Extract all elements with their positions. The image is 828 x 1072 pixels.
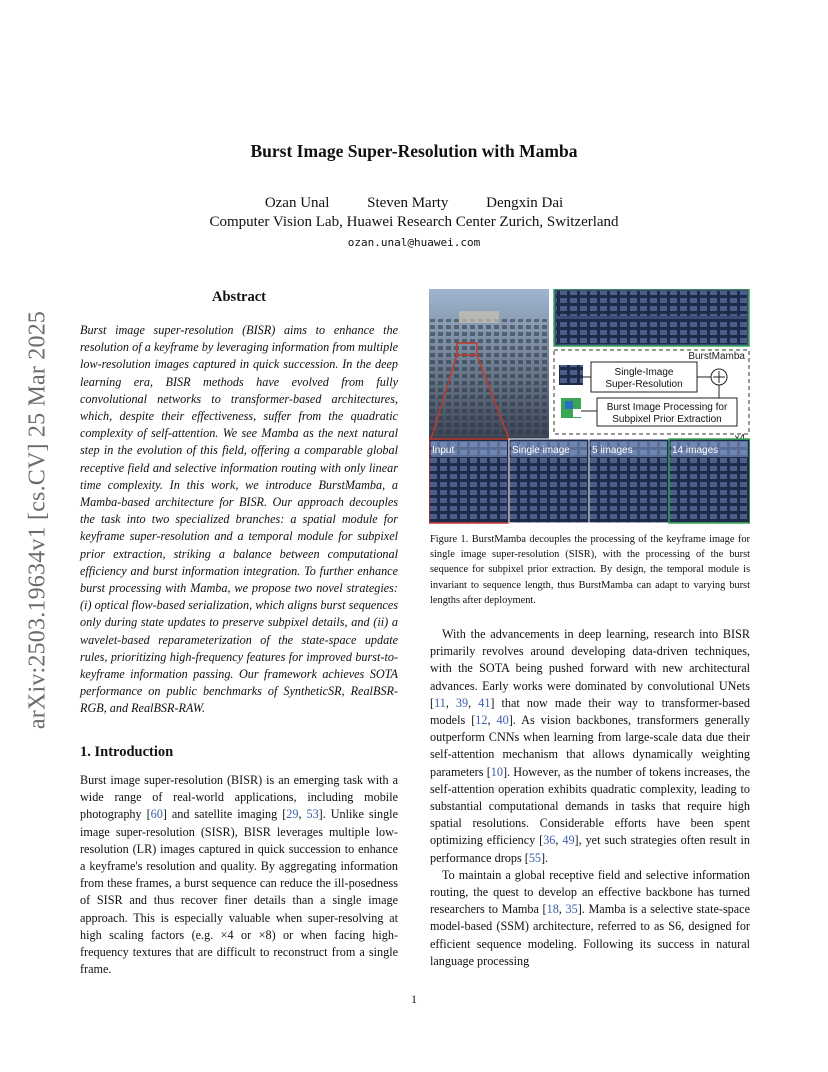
affiliation: Computer Vision Lab, Huawei Research Center Zurich, Switzerland (209, 214, 619, 230)
figure-1-illustration (429, 289, 750, 524)
burstmamba-label: BurstMamba (688, 351, 745, 362)
citation-link[interactable]: 10 (490, 764, 503, 779)
building-windows (429, 319, 549, 439)
panel-label: 14 images (672, 445, 719, 456)
citation-link[interactable]: 11 (434, 695, 446, 710)
email-address[interactable]: ozan.unal@huawei.com (347, 236, 481, 249)
author-name: Steven Marty (367, 195, 449, 211)
figure-1 (429, 289, 750, 524)
intro-column-right (430, 626, 750, 970)
comparison-panels (429, 439, 750, 523)
citation-link[interactable]: 36 (543, 833, 556, 848)
paragraph: Burst image super-resolution (BISR) is an emerging task with a wide range of real-world applications, including mobile photography [60] and satellite imaging [29, 53]. Unlike single image super-resolution (SISR), BISR leverages multiple low-resolution (LR) images captured in quick succession to enhance a keyframe's resolution and quality. By aggregating information from these frames, a burst sequence can reduce the ill-posedness of SISR and thus recover finer details than a single image approach. This is especially valuable when super-resolving at high scaling factors (e.g. ×4 or ×8) or when facing high-frequency textures that are difficult to reconstruct from a single frame. (80, 773, 398, 977)
bip-label: Burst Image Processing for (606, 402, 728, 413)
burst-stack-icon (561, 398, 581, 418)
panel-label: Input (432, 445, 455, 456)
citation-link[interactable]: 53 (306, 807, 319, 822)
sisr-label: Single-Image (614, 367, 674, 378)
burst-frame-strip (554, 289, 749, 346)
paper-title: Burst Image Super-Resolution with Mamba (250, 141, 578, 161)
keyframe-thumbnail (559, 365, 583, 385)
citation-link[interactable]: 41 (478, 695, 491, 710)
author-list (0, 195, 828, 212)
abstract-text: Burst image super-resolution (BISR) aims to enhance the resolution of a keyframe by leveraging information from multiple low-resolution images captured in quick succession. In the deep learning era, BISR methods have evolved from fully convolutional networks to transformer-based architectures, which, despite their effectiveness, suffer from the quadratic complexity of self-attention. We see Mamba as the next natural step in the evolution of this field, offering a comparable global receptive field and selective information routing with only linear time complexity. In this work, we introduce BurstMamba, a Mamba-based architecture for BISR. Our approach decouples the task into two specialized branches: a spatial module for keyframe super-resolution and a temporal module for subpixel prior extraction, striking a balance between computational efficiency and burst information integration. To further enhance burst processing with Mamba, we propose two novel strategies: (i) optical flow-based serialization, which aligns burst sequences only during state updates to preserve subpixel details, and (ii) a wavelet-based reparameterization of the state-space update rules, prioritizing high-frequency features for improved burst-to-keyframe information passing. Our framework achieves SOTA performance on public benchmarks of SyntheticSR, RealBSR-RGB, and RealBSR-RAW. (80, 323, 398, 716)
citation-link[interactable]: 39 (455, 695, 469, 710)
abstract-heading: Abstract (212, 289, 266, 305)
panel-label: Single image (512, 445, 570, 456)
paragraph: With the advancements in deep learning, research into BISR primarily revolves around developing data-driven techniques, with the SOTA being pushed forward with new architectural advances. Early works were dominated by convolutional UNets [11, 39, 41] that now made their way to transformer-based models [12, 40]. As vision backbones, transformers generally outperform CNNs when learning from large-scale data due their self-attention mechanism that allows dynamically weighting parameters [10]. However, as the number of tokens increases, the self-attention operation exhibits quadratic complexity, leading to substantial computational demands in tasks that require high spatial resolutions. Considerable efforts have been spent optimizing efficiency [36, 49], yet such strategies often result in performance drops [55]. (430, 627, 751, 865)
bip-label: Subpixel Prior Extraction (612, 414, 722, 425)
section-heading-introduction: 1. Introduction (80, 744, 174, 760)
citation-link[interactable]: 18 (546, 902, 559, 917)
building-crane-area (459, 311, 499, 323)
citation-link[interactable]: 12 (475, 713, 488, 728)
author-name: Dengxin Dai (486, 195, 564, 211)
page-number: 1 (411, 992, 417, 1006)
intro-column-left (80, 772, 398, 978)
citation-link[interactable]: 60 (150, 807, 163, 822)
citation-link[interactable]: 35 (565, 902, 578, 917)
citation-link[interactable]: 29 (286, 807, 299, 822)
sisr-label: Super-Resolution (605, 379, 683, 390)
author-name: Ozan Unal (264, 195, 330, 211)
panel-label: 5 images (592, 445, 633, 456)
arxiv-sidebar-stamp (18, 280, 58, 760)
citation-link[interactable]: 40 (496, 713, 509, 728)
citation-link[interactable]: 49 (562, 833, 575, 848)
arxiv-identifier: arXiv:2503.19634v1 [cs.CV] 25 Mar 2025 (24, 310, 51, 730)
paragraph: To maintain a global receptive field and selective information routing, the quest to develop an effective backbone has turned researchers to Mamba [18, 35]. Mamba is a selective state-space model-based (SSM) architecture, referred to as S6, designed for efficient sequence modeling. Following its success in natural language processing (430, 867, 751, 968)
citation-link[interactable]: 55 (528, 850, 542, 865)
figure-1-caption: Figure 1. BurstMamba decouples the processing of the keyframe image for single image super-resolution (SISR), with the processing of the burst sequence for subpixel prior extraction. By design, the temporal module is invariant to sequence length, thus BurstMamba can adapt to varying burst lengths after deployment. (430, 534, 750, 606)
